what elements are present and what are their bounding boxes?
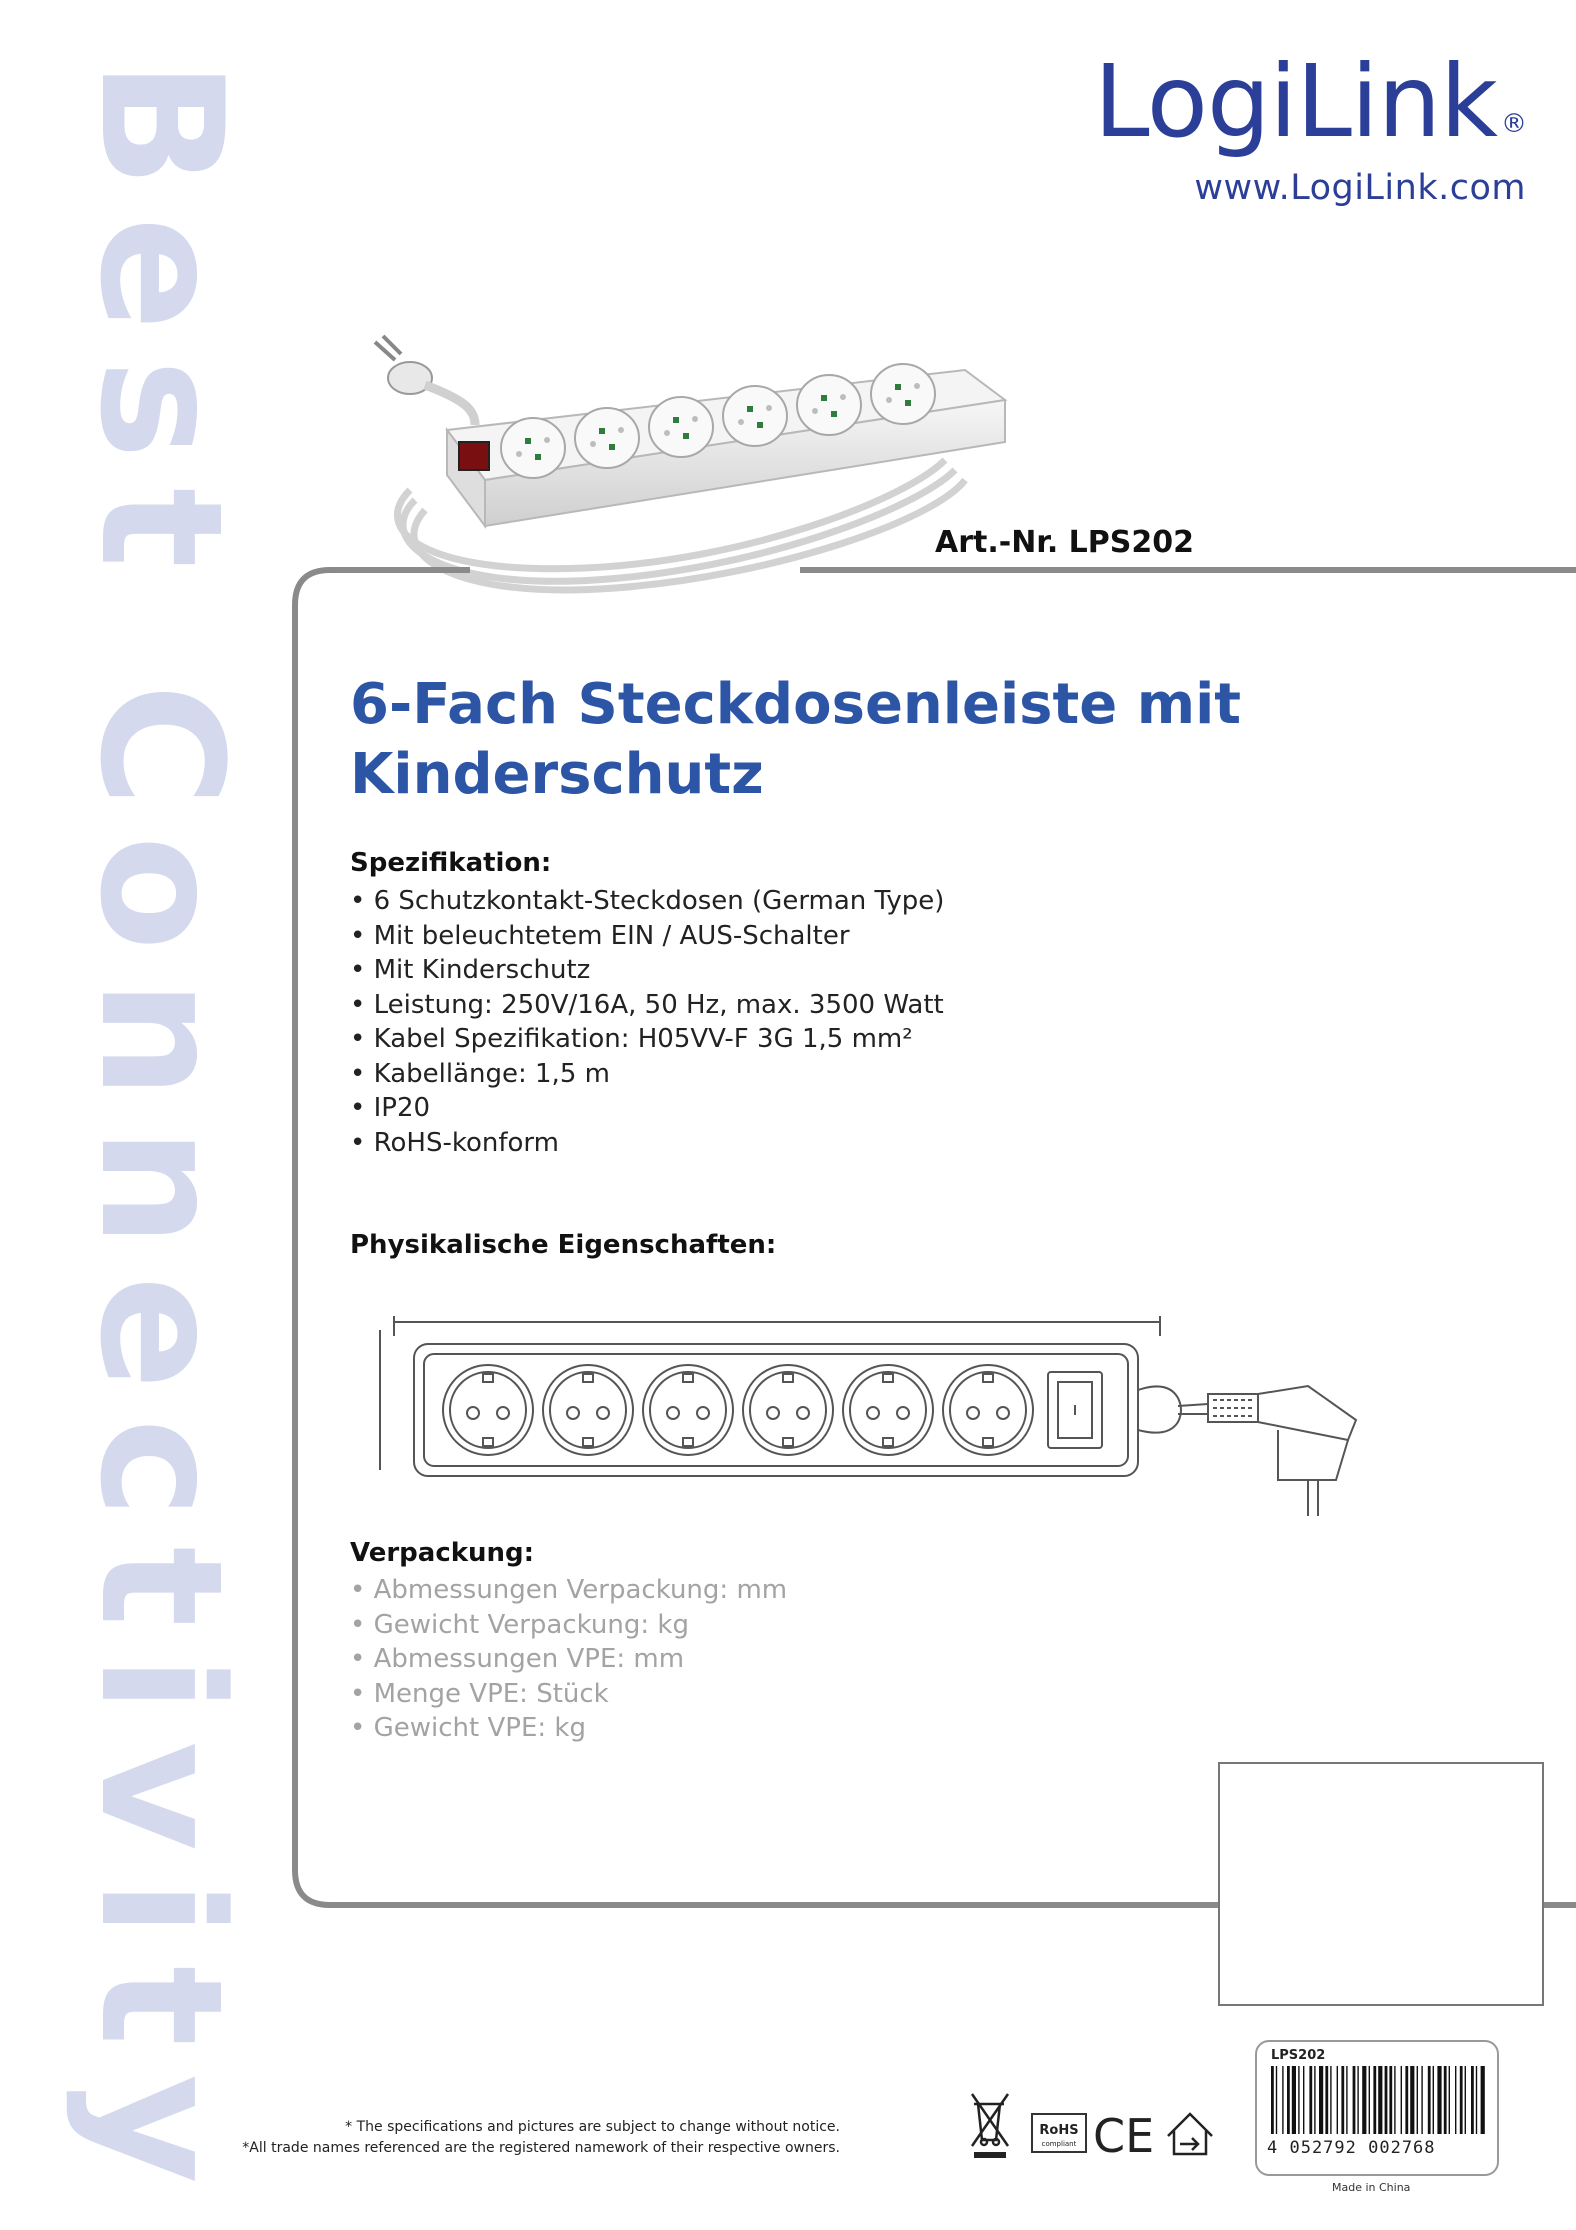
footnotes xyxy=(150,2117,840,2159)
logo-wordmark xyxy=(1093,43,1526,160)
packaging-item: • Gewicht VPE: kg xyxy=(350,1711,787,1746)
packaging-item: • Menge VPE: Stück xyxy=(350,1677,787,1712)
spec-item: • IP20 xyxy=(350,1091,944,1126)
product-photo xyxy=(355,330,1035,610)
spec-item: • Kabellänge: 1,5 m xyxy=(350,1057,944,1092)
weee-bin-icon xyxy=(972,2094,1008,2146)
registered-mark: ® xyxy=(1501,109,1526,139)
physical-heading: Physikalische Eigenschaften: xyxy=(350,1230,777,1260)
drawing-plug xyxy=(1138,1386,1356,1516)
ce-mark: CE xyxy=(1093,2109,1155,2163)
packaging-item: • Gewicht Verpackung: kg xyxy=(350,1608,787,1643)
barcode-label xyxy=(1255,2040,1499,2176)
certification-marks xyxy=(968,2084,1218,2164)
logilink-logo xyxy=(1093,43,1526,208)
spec-item: • Leistung: 250V/16A, 50 Hz, max. 3500 Watt xyxy=(350,988,944,1023)
barcode-number: 4 052792 002768 xyxy=(1267,2138,1436,2158)
spec-heading: Spezifikation: xyxy=(350,848,552,878)
article-number: Art.-Nr. LPS202 xyxy=(935,525,1194,560)
footnote-line: * The specifications and pictures are subject to change without notice. xyxy=(345,2119,840,2135)
product-switch xyxy=(459,442,489,470)
spec-item: • 6 Schutzkontakt-Steckdosen (German Type) xyxy=(350,884,944,919)
indoor-use-icon xyxy=(1168,2114,1212,2154)
logo-brand: LogiLink xyxy=(1093,43,1497,160)
spec-item: • Mit Kinderschutz xyxy=(350,953,944,988)
spec-item: • RoHS-konform xyxy=(350,1126,944,1161)
spec-item: • Kabel Spezifikation: H05VV-F 3G 1,5 mm² xyxy=(350,1022,944,1057)
packaging-item: • Abmessungen Verpackung: mm xyxy=(350,1573,787,1608)
side-brand-text xyxy=(8,0,259,2230)
svg-text:compliant: compliant xyxy=(1041,2140,1077,2148)
label-placeholder-box xyxy=(1218,1762,1544,2006)
rohs-mark xyxy=(1032,2114,1086,2152)
technical-drawing xyxy=(378,1310,1388,1540)
barcode-bars xyxy=(1269,2066,1485,2134)
product-plug xyxy=(375,336,475,425)
svg-text:RoHS: RoHS xyxy=(1039,2123,1079,2138)
footnote-line: *All trade names referenced are the registered namework of their respective owners. xyxy=(242,2140,840,2156)
website-url[interactable]: www.LogiLink.com xyxy=(1194,168,1526,208)
barcode-model: LPS202 xyxy=(1271,2048,1326,2063)
product-title-line-2: Kinderschutz xyxy=(350,742,764,807)
spec-list xyxy=(350,884,944,1160)
packaging-list xyxy=(350,1573,787,1746)
product-title xyxy=(350,670,1450,810)
spec-item: • Mit beleuchtetem EIN / AUS-Schalter xyxy=(350,919,944,954)
made-in-label: Made in China xyxy=(1332,2181,1411,2194)
drawing-sockets xyxy=(443,1365,1033,1455)
product-title-line-1: 6-Fach Steckdosenleiste mit xyxy=(350,672,1242,737)
packaging-heading: Verpackung: xyxy=(350,1538,535,1568)
drawing-switch xyxy=(1048,1372,1102,1448)
packaging-item: • Abmessungen VPE: mm xyxy=(350,1642,787,1677)
svg-text:Best Connectivity: Best Connectivity xyxy=(63,60,259,2190)
